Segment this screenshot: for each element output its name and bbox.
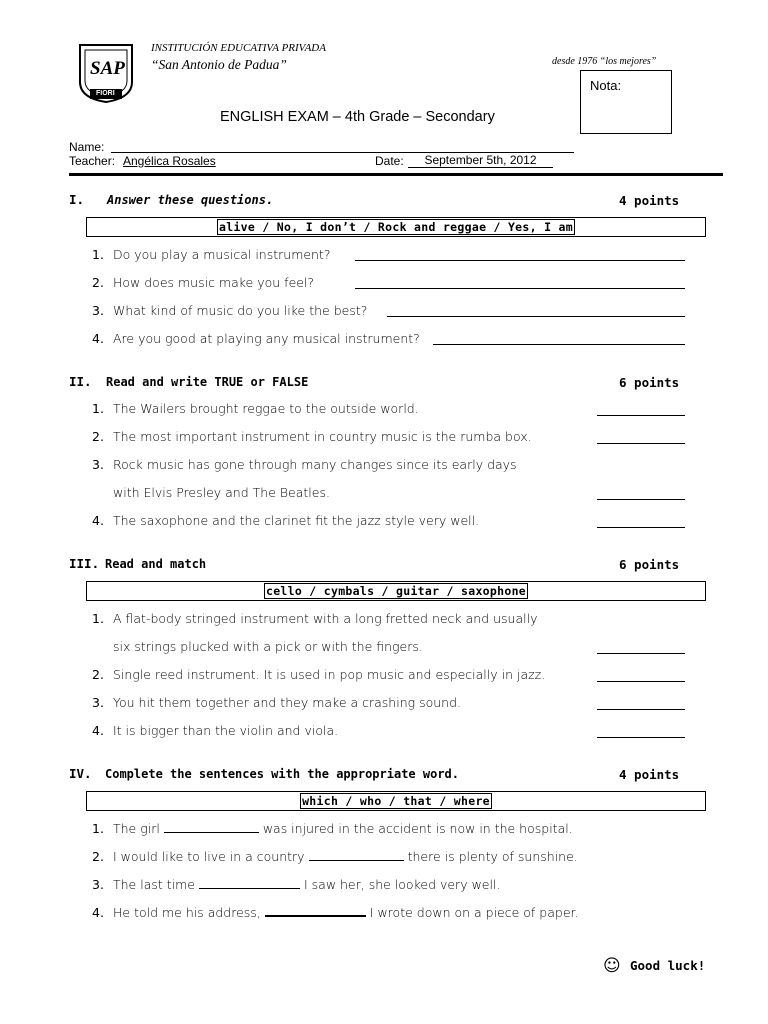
section-title: Complete the sentences with the appropriate word. [105,767,460,781]
question-text: What kind of music do you like the best? [113,303,368,318]
header-divider [69,173,723,176]
grade-box [580,70,672,134]
sentence [113,905,578,920]
grade-label: Nota: [590,78,622,93]
question-number: 4. [92,331,104,346]
definition-text: Single reed instrument. It is used in pop music and especially in jazz. [113,667,546,682]
word-bank [86,791,706,811]
answer-line[interactable] [597,499,685,500]
answer-line[interactable] [387,316,685,317]
word-bank [86,217,706,237]
school-logo [76,42,136,104]
answer-line[interactable] [597,709,685,710]
sentence-number: 2. [92,849,104,864]
fill-blank[interactable] [265,915,366,917]
fill-blank[interactable] [164,832,259,833]
definition-number: 1. [92,611,104,626]
teacher-name: Angélica Rosales [123,154,216,168]
statement-text: The saxophone and the clarinet fit the jazz style very well. [113,513,480,528]
question-text: Are you good at playing any musical instrument? [113,331,420,346]
word-bank [86,581,706,601]
sentence-end: I wrote down on a piece of paper. [369,905,579,920]
answer-line[interactable] [597,681,685,682]
section-title: Answer these questions. [107,193,274,207]
logo-banner-text: FIORI [96,90,115,97]
sentence [113,877,500,892]
answer-line[interactable] [433,344,685,345]
answer-line[interactable] [597,443,685,444]
school-motto: desde 1976 “los mejores” [552,56,657,67]
sentence [113,849,578,864]
section-number: I. [69,192,85,207]
word-bank-text: which / who / that / where [302,794,490,808]
fill-blank[interactable] [309,860,404,861]
teacher-label: Teacher: [69,154,116,168]
answer-line[interactable] [597,527,685,528]
statement-text-continued: with Elvis Presley and The Beatles. [113,485,330,500]
definition-text: It is bigger than the violin and viola. [113,723,339,738]
exam-title: ENGLISH EXAM – 4th Grade – Secondary [220,109,495,125]
question-number: 2. [92,275,104,290]
definition-number: 4. [92,723,104,738]
section-points: 6 points [619,375,680,390]
school-name: “San Antonio de Padua” [151,57,287,72]
sentence-start: The last time [113,877,195,892]
definition-text: You hit them together and they make a crashing sound. [113,695,462,710]
sentence-start: He told me his address, [113,905,261,920]
sentence-number: 4. [92,905,104,920]
fill-blank[interactable] [199,888,300,889]
answer-line[interactable] [597,737,685,738]
section-points: 6 points [619,557,680,572]
sentence-end: there is plenty of sunshine. [407,849,578,864]
section-title: Read and match [105,557,207,571]
answer-line[interactable] [597,415,685,416]
section-points: 4 points [619,193,680,208]
sentence-start: I would like to live in a country [113,849,305,864]
sentence-end: I saw her, she looked very well. [303,877,501,892]
sentence [113,821,573,836]
definition-text: A flat-body stringed instrument with a long fretted neck and usually [113,611,538,626]
smiley-icon: ☺ [603,956,621,976]
statement-text: The Wailers brought reggae to the outside world. [113,401,419,416]
section-number: II. [69,374,92,389]
section-title: Read and write TRUE or FALSE [106,375,309,389]
definition-text-continued: six strings plucked with a pick or with the fingers. [113,639,423,654]
word-bank-text: alive / No, I don’t / Rock and reggae / Yes, I am [219,220,573,234]
definition-number: 3. [92,695,104,710]
date-label: Date: [375,154,404,168]
good-luck-text: Good luck! [630,958,706,973]
logo-monogram: SAP [90,58,125,79]
section-points: 4 points [619,767,680,782]
question-text: Do you play a musical instrument? [113,247,331,262]
question-number: 3. [92,303,104,318]
sentence-number: 1. [92,821,104,836]
word-bank-text: cello / cymbals / guitar / saxophone [265,584,527,598]
statement-text: The most important instrument in country music is the rumba box. [113,429,532,444]
sentence-start: The girl [113,821,160,836]
question-number: 1. [92,247,104,262]
answer-line[interactable] [597,653,685,654]
statement-number: 3. [92,457,104,472]
section-number: III. [69,556,100,571]
sentence-number: 3. [92,877,104,892]
sentence-end: was injured in the accident is now in the hospital. [262,821,573,836]
date-value: September 5th, 2012 [408,154,553,168]
section-number: IV. [69,766,92,781]
statement-number: 2. [92,429,104,444]
definition-number: 2. [92,667,104,682]
answer-line[interactable] [355,288,685,289]
school-type: INSTITUCIÓN EDUCATIVA PRIVADA [151,42,326,54]
question-text: How does music make you feel? [113,275,315,290]
name-label: Name: [69,140,105,154]
answer-line[interactable] [355,260,685,261]
statement-number: 4. [92,513,104,528]
statement-number: 1. [92,401,104,416]
statement-text: Rock music has gone through many changes since its early days [113,457,517,472]
